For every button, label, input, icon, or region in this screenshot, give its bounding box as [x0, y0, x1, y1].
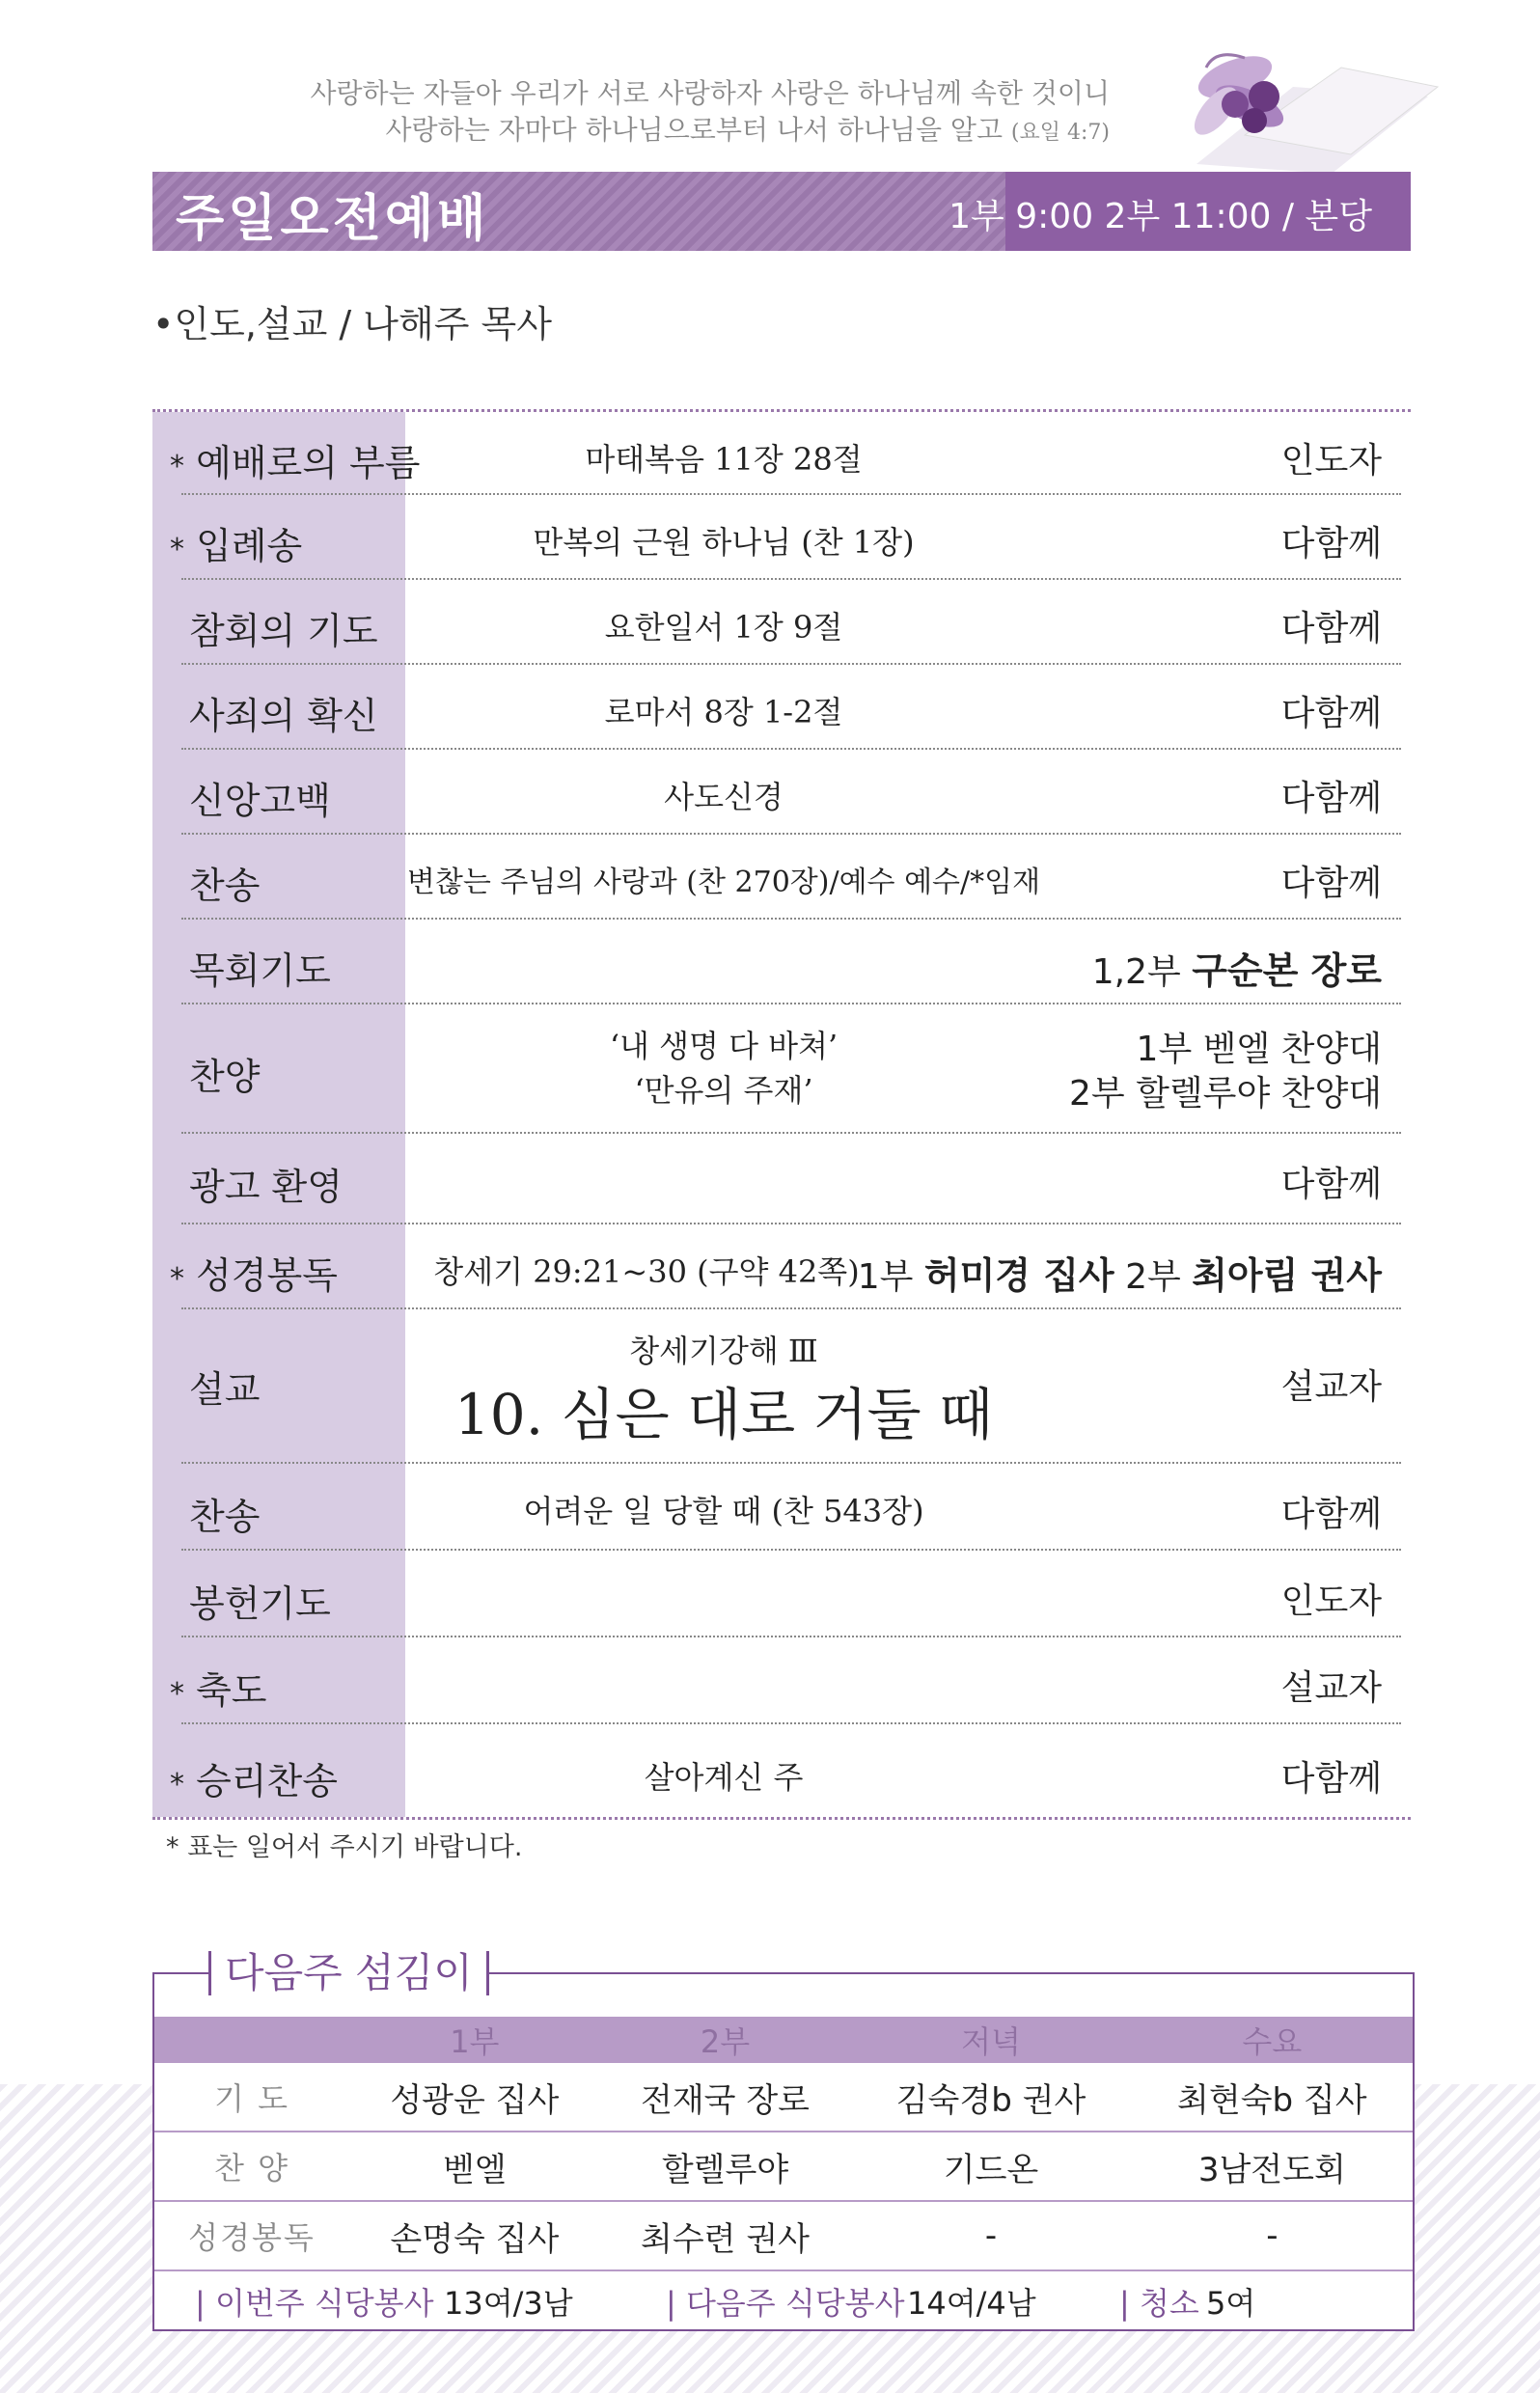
next-week-kitchen-label: | 다음주 식당봉사 — [666, 2285, 905, 2322]
verse-reference: (요일 4:7) — [1010, 121, 1110, 145]
table-cell: 최수련 권사 — [600, 2201, 851, 2270]
reader-1-name: 허미경 집사 — [923, 1254, 1114, 1297]
flower-decoration-icon — [1158, 29, 1447, 174]
standing-marker: * — [170, 450, 184, 483]
standing-marker: * — [170, 533, 184, 566]
order-leader-name: 구순본 장로 — [1192, 949, 1382, 992]
order-row — [152, 1551, 1411, 1637]
order-label: 예배로의 부름 — [196, 442, 421, 484]
order-leader: 다함께 — [1280, 1165, 1382, 1204]
order-label: 봉헌기도 — [189, 1582, 331, 1625]
order-label: 사죄의 확신 — [189, 695, 378, 737]
order-content: 마태복음 11장 28절 — [585, 441, 863, 478]
row-label: 기 도 — [154, 2063, 349, 2132]
standing-marker: * — [170, 1262, 184, 1296]
next-week-title: 다음주 섬김이 — [208, 1951, 489, 1995]
table-row — [154, 2132, 1413, 2201]
leader-info: •인도,설교 / 나해주 목사 — [152, 303, 552, 345]
standing-marker: * — [170, 1768, 184, 1802]
table-cell: 기드온 — [850, 2132, 1131, 2201]
table-cell: 최현숙b 집사 — [1132, 2063, 1413, 2132]
order-leader: 다함께 — [1280, 524, 1382, 564]
table-cell: 손명숙 집사 — [349, 2201, 600, 2270]
order-row — [152, 1134, 1411, 1224]
order-row — [152, 835, 1411, 920]
table-cell: 벧엘 — [349, 2132, 600, 2201]
order-leader: 인도자 — [1280, 1582, 1382, 1621]
order-row — [152, 1637, 1411, 1724]
order-leader: 설교자 — [1280, 1367, 1382, 1407]
order-content: 어려운 일 당할 때 (찬 543장) — [523, 1493, 924, 1529]
this-week-kitchen-label: | 이번주 식당봉사 — [195, 2285, 434, 2322]
verse-line-1: 사랑하는 자들아 우리가 서로 사랑하자 사랑은 하나님께 속한 것이니 — [310, 77, 1110, 109]
table-cell: - — [1132, 2201, 1413, 2270]
order-label: 승리찬송 — [196, 1760, 338, 1802]
order-label: 설교 — [189, 1368, 261, 1411]
table-cell: 김숙경b 권사 — [850, 2063, 1131, 2132]
reader-2-name: 최아림 권사 — [1192, 1254, 1382, 1297]
order-row — [152, 412, 1411, 495]
order-leader: 다함께 — [1280, 1759, 1382, 1799]
servers-table — [154, 2017, 1413, 2271]
order-label: 신앙고백 — [189, 780, 331, 822]
order-leader: 인도자 — [1280, 441, 1382, 481]
table-row — [154, 2063, 1413, 2132]
order-label: 참회의 기도 — [189, 610, 378, 652]
table-cell: 할렐루야 — [600, 2132, 851, 2201]
sermon-series: 창세기강해 Ⅲ — [629, 1333, 818, 1369]
order-of-worship — [152, 409, 1411, 1820]
order-content: 살아계신 주 — [644, 1759, 804, 1796]
order-row — [152, 665, 1411, 750]
column-header: 저녁 — [850, 2017, 1131, 2063]
order-row — [152, 1224, 1411, 1309]
order-leader: 다함께 — [1280, 1495, 1382, 1534]
next-week-kitchen-value: 14여/4남 — [907, 2285, 1036, 2322]
order-row — [152, 1724, 1411, 1817]
order-content: 요한일서 1장 9절 — [604, 609, 843, 646]
order-leader: 다함께 — [1280, 864, 1382, 903]
order-content-1: ‘내 생명 다 바쳐’ — [609, 1028, 839, 1064]
order-label: 찬송 — [189, 1496, 261, 1538]
order-label: 찬송 — [189, 865, 261, 907]
column-header — [154, 2017, 349, 2063]
order-leader: 다함께 — [1280, 694, 1382, 733]
order-row — [152, 580, 1411, 665]
service-footer — [154, 2268, 1413, 2329]
this-week-kitchen-value: 13여/3남 — [444, 2285, 573, 2322]
column-header: 수요 — [1132, 2017, 1413, 2063]
order-leader: 설교자 — [1280, 1668, 1382, 1708]
standing-note: * 표는 일어서 주시기 바랍니다. — [166, 1832, 523, 1862]
order-content: 로마서 8장 1-2절 — [604, 694, 843, 730]
order-leader-prefix: 1,2부 — [1091, 952, 1193, 992]
order-content-2: ‘만유의 주재’ — [634, 1072, 813, 1109]
reader-2-label: 2부 — [1114, 1257, 1193, 1297]
row-label: 찬 양 — [154, 2132, 349, 2201]
table-cell: - — [850, 2201, 1131, 2270]
order-label: 성경봉독 — [196, 1254, 338, 1297]
service-time: 1부 9:00 2부 11:00 / 본당 — [949, 197, 1372, 236]
order-label: 입례송 — [196, 525, 303, 567]
order-content: 만복의 근원 하나님 (찬 1장) — [533, 524, 915, 561]
order-row — [152, 750, 1411, 835]
order-leader: 다함께 — [1280, 779, 1382, 818]
table-header-row — [154, 2017, 1413, 2063]
table-cell: 성광운 집사 — [349, 2063, 600, 2132]
order-label: 광고 환영 — [189, 1166, 343, 1208]
row-label: 성경봉독 — [154, 2201, 349, 2270]
order-leader: 다함께 — [1280, 609, 1382, 648]
order-row — [152, 1309, 1411, 1464]
order-leader-1: 1부 벧엘 찬양대 — [1136, 1030, 1382, 1069]
service-title: 주일오전예배 — [176, 190, 490, 248]
order-content: 사도신경 — [664, 779, 784, 815]
standing-marker: * — [170, 1677, 184, 1711]
table-row — [154, 2201, 1413, 2270]
reader-1-label: 1부 — [857, 1257, 924, 1297]
cleaning-label: | 청소 — [1119, 2285, 1199, 2322]
table-cell: 전재국 장로 — [600, 2063, 851, 2132]
next-week-servers — [152, 1949, 1415, 2331]
sermon-title: 10. 심은 대로 거둘 때 — [454, 1382, 994, 1447]
verse-line-2: 사랑하는 자마다 하나님으로부터 나서 하나님을 알고 — [385, 114, 1004, 146]
order-content: 창세기 29:21~30 (구약 42쪽) — [433, 1253, 860, 1290]
order-row — [152, 1464, 1411, 1551]
bible-verse — [193, 75, 1110, 151]
order-content: 변찮는 주님의 사랑과 (찬 270장)/예수 예수/*임재 — [406, 866, 1041, 899]
cleaning-value: 5여 — [1206, 2285, 1256, 2322]
table-cell: 3남전도회 — [1132, 2132, 1413, 2201]
column-header: 1부 — [349, 2017, 600, 2063]
order-row — [152, 920, 1411, 1004]
order-row — [152, 1004, 1411, 1134]
order-leader-2: 2부 할렐루야 찬양대 — [1069, 1074, 1382, 1114]
order-label: 목회기도 — [189, 949, 331, 992]
column-header: 2부 — [600, 2017, 851, 2063]
order-label: 찬양 — [189, 1056, 261, 1098]
order-row — [152, 495, 1411, 580]
order-label: 축도 — [196, 1669, 267, 1712]
service-title-bar — [152, 172, 1411, 251]
